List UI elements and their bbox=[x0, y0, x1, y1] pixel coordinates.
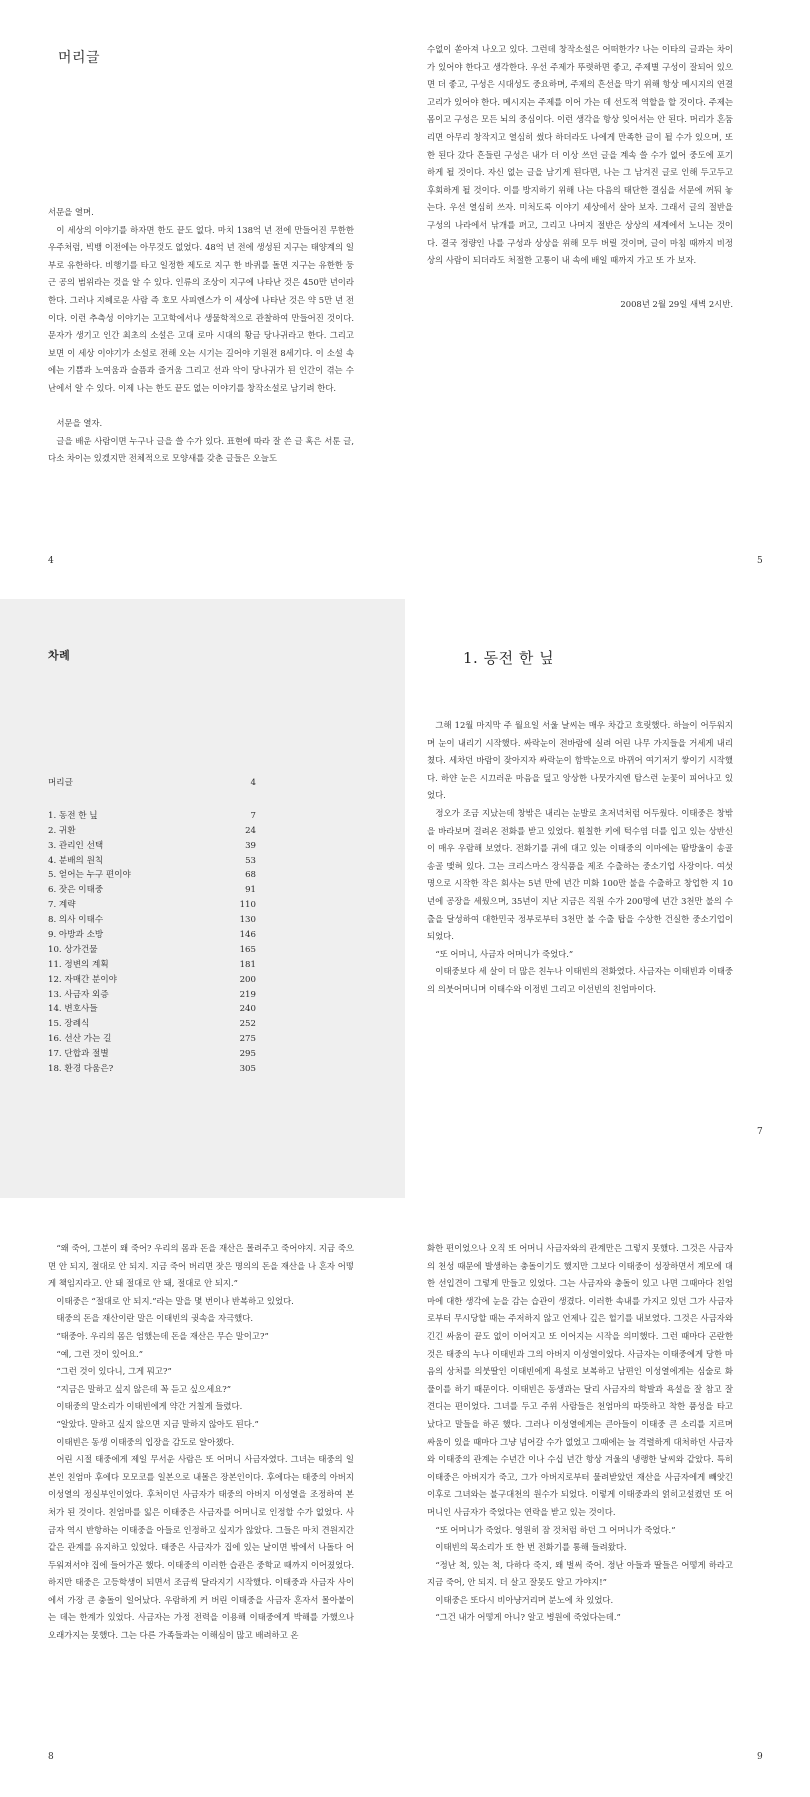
paragraph: “예, 그런 것이 있어요.” bbox=[56, 1348, 143, 1359]
toc-entry[interactable] bbox=[48, 988, 256, 1003]
paragraph: 이태중은 “절대로 안 되지.”라는 말을 몇 번이나 반복하고 있었다. bbox=[56, 1295, 294, 1306]
paragraph: 이태중보다 세 살이 더 많은 친누나 이태빈의 전화였다. 사금자는 이태빈과 이태중의 의붓어머니며 이태수와 이정빈 그리고 이선빈의 친엄마이다. bbox=[427, 966, 733, 994]
toc-entry[interactable] bbox=[48, 839, 256, 854]
toc-label: 8. 의사 이태수 bbox=[48, 915, 104, 926]
paragraph: 이태빈의 목소리가 또 한 번 전화기를 통해 들려왔다. bbox=[435, 1542, 627, 1553]
toc-entry[interactable] bbox=[48, 1002, 256, 1017]
paragraph: 서문을 열며. bbox=[48, 207, 94, 217]
toc-page-number: 165 bbox=[239, 944, 256, 955]
paragraph: 이 세상의 이야기를 하자면 한도 끝도 없다. 마치 138억 년 전에 만들어진 무한한 우주처럼, 빅뱅 이전에는 아무것도 없었다. 48억 년 전에 생성된 지구는 태양계의 일부로 유한하다. 비행기를 타고 일정한 제도로 지구 한 바퀴를 돌면 지구는 유한한 둥근 공의 범위라는 것을 알 수 있다. 인류의 조상이 지구에 나타난 것은 450만 년이라 한다. 그러나 지혜로운 사람 즉 호모 사피엔스가 이 세상에 나타난 것은 약 5만 년 전이다. 이런 추측성 이야기는 고고학에서나 생물학적으로 관찰하여 만들어진 것이다. 문자가 생기고 인간 최초의 소설은 고대 로마 시대의 황금 당나귀라고 한다. 그리고 보면 이 세상 이야기가 소설로 전해 오는 시기는 길어야 기원전 8세기다. 이 소설 속에는 기쁨과 노여움과 슬픔과 즐거움 그리고 선과 악이 당나귀가 된 인간이 겪는 수난에서 알 수 있다. 이제 나는 한도 끝도 없는 이야기를 창작소설로 남기려 한다. bbox=[48, 224, 354, 393]
paragraph: 글을 배운 사람이면 누구나 글을 쓸 수가 있다. 표현에 따라 잘 쓴 글 혹은 서툰 글, 다소 차이는 있겠지만 전체적으로 모양새를 갖춘 글들은 오늘도 bbox=[48, 435, 354, 464]
toc-label: 7. 계략 bbox=[48, 900, 76, 911]
toc-page-number: 252 bbox=[239, 1019, 256, 1030]
toc-page-number: 275 bbox=[239, 1034, 256, 1045]
paragraph: 어린 시절 태중에게 제일 무서운 사람은 또 어머니 사금자였다. 그녀는 태중의 일본인 친엄마 후에다 모모코를 일본으로 내몰은 장본인이다. 후에다는 태중의 아버지 이성열의 정실부인이었다. 후처이던 사금자가 태중의 아버지 이성열을 조정하여 본처가 된 것이다. 친엄마를 잃은 이태중은 사금자를 어머니로 인정할 수가 없었다. 사금자 역시 반항하는 이태중을 아들로 인정하고 싶지가 않았다. 그들은 마치 견원지간 같은 관계를 유지하고 있었다. 태중은 사금자가 집에 있는 날이면 밖에서 나돌다 어두워져서야 집에 들어가곤 했다. 이태중의 이러한 습관은 중학교 때까지 이어졌었다. 하지만 태중은 고등학생이 되면서 조금씩 달라지기 시작했다. 이태중과 사금자 사이에서 가장 큰 충돌이 일어났다. 우람하게 커 버린 이태중을 사금자 혼자서 몰아붙이는 데는 한계가 있었다. 사금자는 가정 전력을 이용해 이태중에게 박해를 가했으나 오래가지는 못했다. 그는 다른 가족들과는 이해심이 많고 배려하고 온 bbox=[48, 1454, 354, 1641]
toc-label: 15. 장례식 bbox=[48, 1019, 90, 1030]
toc-label: 11. 정변의 계획 bbox=[48, 959, 109, 970]
toc-page-number: 200 bbox=[239, 974, 256, 985]
toc-entry-preface[interactable] bbox=[48, 776, 256, 791]
toc-page-number: 305 bbox=[239, 1064, 256, 1075]
page-title: 머리글 bbox=[58, 50, 101, 66]
toc-page-number: 7 bbox=[250, 810, 256, 821]
toc-label: 17. 단합과 절별 bbox=[48, 1049, 109, 1060]
page-body bbox=[48, 1240, 354, 1645]
paragraph: “태중아. 우리의 몸은 엄했는데 돈을 재산은 무슨 말이고?” bbox=[56, 1330, 269, 1341]
paragraph: 수없이 쏟아져 나오고 있다. 그런데 창작소설은 어떠한가? 나는 이타의 글과는 차이가 있어야 한다고 생각한다. 우선 주제가 뚜렷하면 좋고, 주제별 구성이 잘되어 있으면 더 좋고, 구성은 시대성도 중요하며, 주제의 흔선을 막기 위해 항상 메시지의 연결 고리가 있어야 한다. 메시지는 주제를 이어 가는 데 선도적 역할을 할 것이다. 주제는 몸이고 구성은 모든 뇌의 중심이다. 이런 생각을 항상 잊어서는 안 된다. 머리가 혼둠리면 아무리 창작지고 열심히 썼다 하더라도 나에게 만족한 글이 될 수가 있으며, 또한 된다 갔다 흔들린 구성은 내가 더 이상 쓰던 글을 계속 쓸 수가 없어 중도에 포기하게 될 것이다. 자신 없는 글을 남기게 된다면, 나는 그 남겨진 글로 인해 두고두고 후회하게 될 것이다. 이를 방지하기 위해 나는 다음의 태단한 결심을 서문에 꺼둬 놓는다. 우선 열심히 쓰자. 미처도록 이야기 세상에서 살아 보자. 그래서 글의 절반을 구성의 나라에서 낚개를 펴고, 그리고 나머지 절반은 상상의 세계에서 노니는 것이다. 결국 정량인 나를 구성과 상상을 위해 모두 버릴 것이며, 글이 마침 때까지 비정상의 사람이 되더라도 처절한 고통이 내 속에 배일 때까지 가고 또 가 보자. bbox=[427, 44, 733, 266]
paragraph: “그건 내가 어떻게 아니? 알고 병원에 죽었다는데.” bbox=[435, 1612, 621, 1623]
toc-page-number: 68 bbox=[245, 870, 256, 881]
paragraph: 화한 편이었으나 오직 또 어머니 사금자와의 관계만은 그렇지 못했다. 그것은 사금자의 천성 때문에 발생하는 충돌이기도 했지만 그보다 이태중이 성장하면서 계모에 대한 선입견이 그렇게 만들고 있었다. 그는 사금자와 충돌이 있고 나면 그때마다 친엄마에 대한 생각에 눈을 감는 습관이 생겼다. 이러한 속내를 가지고 있던 그가 사금자로부터 무시당할 때는 주저하지 않고 언제나 깊은 헐기를 내보였다. 그것은 사금자와 긴긴 싸움이 끝도 없이 이어지고 또 이어지는 시작을 의미했다. 그런 때마다 곤란한 것은 태중의 누나 이태빈과 그의 아버지 이성열이었다. 사금자는 이태중에게 당한 마음의 상처를 의붓딸인 이태빈에게 욕설로 보복하고 남편인 이성열에게는 심술로 화풀이를 하기 때문이다. 이태빈은 동생과는 달리 사금자의 학발과 욕설을 잘 참고 잘 견디는 편이었다. 그녀를 두고 주위 사람들은 천엄마의 따뜻하고 착한 품성을 타고 났다고 말들을 하곤 했다. 그러나 이성열에게는 큰아들이 이태중 큰 소리를 지르며 싸움이 있을 때마다 그냥 넘어갈 수가 없었고 그때에는 늘 격렬하게 대처하던 사금자와 이태중의 관계는 수년간 이나 수십 년간 항상 겨울의 냉랭한 날씨와 같았다. 특히 이태중은 아버지가 죽고, 그가 아버지로부터 물려받았던 재산을 사금자에게 빼앗긴 이후로 그녀와는 불구대천의 원수가 되었다. 이렇게 이태중과의 얽히고설켰던 또 어머니인 사금자가 죽었다는 연락을 받고 있는 것이다. bbox=[427, 1243, 733, 1517]
page-number: 8 bbox=[48, 1752, 54, 1762]
toc-page-number: 219 bbox=[239, 989, 256, 1000]
page-8 bbox=[0, 1198, 405, 1797]
page-number: 5 bbox=[757, 556, 763, 566]
toc-entry[interactable] bbox=[48, 973, 256, 988]
toc-list bbox=[48, 776, 256, 1077]
toc-entry[interactable] bbox=[48, 868, 256, 883]
toc-label: 머리글 bbox=[48, 778, 73, 788]
toc-page-number: 91 bbox=[245, 885, 256, 896]
paragraph: “알았다. 말하고 싶지 않으면 지금 말하지 않아도 된다.” bbox=[56, 1418, 259, 1429]
paragraph: 이태중의 말소리가 이태빈에게 약간 거칠게 들렸다. bbox=[56, 1401, 243, 1412]
toc-page-number: 4 bbox=[250, 778, 256, 788]
page-number: 9 bbox=[757, 1752, 763, 1762]
toc-entry[interactable] bbox=[48, 809, 256, 824]
paragraph: “또 어머니, 사금자 어머니가 죽었다.” bbox=[435, 948, 574, 959]
page-body bbox=[48, 204, 354, 468]
toc-page-number: 24 bbox=[245, 825, 256, 836]
page-body bbox=[427, 41, 733, 313]
toc-page-number: 240 bbox=[239, 1004, 256, 1015]
page-4 bbox=[0, 0, 405, 599]
toc-page bbox=[0, 599, 405, 1198]
toc-label: 3. 관리인 선택 bbox=[48, 840, 104, 851]
toc-page-number: 130 bbox=[239, 915, 256, 926]
toc-label: 4. 분배의 원칙 bbox=[48, 855, 104, 866]
toc-label: 6. 잣은 이태중 bbox=[48, 885, 104, 896]
paragraph: 태중의 돈을 재산이란 말은 이태빈의 귓속을 자극했다. bbox=[56, 1313, 254, 1324]
chapter-title: 1. 동전 한 닢 bbox=[463, 649, 555, 667]
toc-entry[interactable] bbox=[48, 854, 256, 869]
signature-date: 2008년 2월 29일 새벽 2시반. bbox=[620, 298, 733, 309]
paragraph: 이태빈은 동생 이태중의 입장을 감도로 알아챘다. bbox=[56, 1436, 235, 1447]
paragraph: 이태중은 또다시 비아냥거리며 분노에 차 있었다. bbox=[435, 1594, 614, 1605]
toc-label: 18. 환경 다움은? bbox=[48, 1064, 114, 1075]
paragraph: “지금은 말하고 싶지 않은데 꼭 듣고 싶으세요?” bbox=[56, 1383, 232, 1394]
page-7 bbox=[405, 599, 810, 1198]
toc-label: 13. 사금자 외증 bbox=[48, 989, 109, 1000]
page-9 bbox=[405, 1198, 810, 1797]
toc-entry[interactable] bbox=[48, 958, 256, 973]
toc-entry[interactable] bbox=[48, 928, 256, 943]
toc-page-number: 110 bbox=[239, 900, 256, 911]
paragraph: “왜 죽어, 그분이 왜 죽어? 우리의 몸과 돈을 재산은 몰려주고 죽어야지. 지금 죽으면 안 되지, 절대로 안 되지. 지금 죽어 버리면 잣은 명의의 돈을 재산을 나 혼자 어떻게 책임지라고. 안 돼 절대로 안 돼, 절대로 안 되지.” bbox=[48, 1243, 354, 1289]
page-number: 4 bbox=[48, 556, 54, 566]
toc-label: 2. 귀환 bbox=[48, 825, 76, 836]
toc-entry[interactable] bbox=[48, 943, 256, 958]
toc-entry[interactable] bbox=[48, 898, 256, 913]
toc-label: 1. 동전 한 닢 bbox=[48, 810, 98, 821]
toc-label: 14. 변호사들 bbox=[48, 1004, 98, 1015]
toc-page-number: 146 bbox=[239, 930, 256, 941]
page-body bbox=[427, 717, 733, 999]
toc-label: 10. 상가건물 bbox=[48, 944, 98, 955]
paragraph: “정난 척, 있는 척, 다하다 죽지, 왜 벌써 죽어. 정난 아들과 딸들은 어떻게 하라고 지금 죽어, 안 되지. 더 살고 잘못도 알고 가야지!” bbox=[427, 1559, 733, 1588]
toc-entry[interactable] bbox=[48, 1062, 256, 1077]
toc-label: 9. 아방과 소방 bbox=[48, 930, 104, 941]
toc-entry[interactable] bbox=[48, 883, 256, 898]
paragraph: 서문을 열자. bbox=[56, 418, 103, 429]
toc-label: 5. 얻어는 누구 편이야 bbox=[48, 870, 131, 881]
paragraph: 그해 12월 마지막 주 월요일 서울 날씨는 매우 차갑고 흐릿했다. 하늘이 어두워지며 눈이 내리기 시작했다. 싸락눈이 전바람에 실려 어린 나무 가지들을 거세게 내리쳤다. 세차던 바람이 잦아지자 싸락눈이 함박눈으로 바뀌어 여기저기 쌓이기 시작했다. 하얀 눈은 시끄러운 마음을 덮고 앙상한 나뭇가지엔 탐스런 눈꽃이 피어나고 있었다. bbox=[427, 720, 733, 801]
toc-page-number: 39 bbox=[245, 840, 256, 851]
toc-entry[interactable] bbox=[48, 1032, 256, 1047]
toc-label: 12. 자매간 분이야 bbox=[48, 974, 117, 985]
paragraph: “그런 것이 있다니, 그게 뭐고?” bbox=[56, 1366, 172, 1377]
toc-entry[interactable] bbox=[48, 1017, 256, 1032]
toc-page-number: 53 bbox=[245, 855, 256, 866]
page-body bbox=[427, 1240, 733, 1627]
page-5 bbox=[405, 0, 810, 599]
paragraph: “또 어머니가 죽었다. 영원히 잠 것처럼 하던 그 어머니가 죽었다.” bbox=[435, 1524, 676, 1535]
paragraph: 정오가 조금 지났는데 창밖은 내리는 눈발로 초저녁처럼 어두웠다. 이태중은 창밖을 바라보며 걸려온 전화를 받고 있었다. 훤칠한 키에 턱수염 더를 입고 있는 상반신이 매우 우람해 보였다. 전화기를 귀에 대고 있는 이태중의 이마에는 땀방울이 송골송골 맺혀 있다. 그는 크리스마스 장식품을 제조 수출하는 중소기업 사장이다. 여섯 명으로 시작한 작은 회사는 5년 만에 년간 미화 100만 불을 수출하고 창업한 지 10년에 공장을 세웠으며, 35년이 지난 지금은 직원 수가 200명에 년간 3천만 불의 수출을 달성하여 대한민국 정부로부터 3천만 불 수출 탑을 수상한 건실한 중소기업이 되었다. bbox=[427, 807, 733, 942]
toc-entry[interactable] bbox=[48, 913, 256, 928]
toc-entry[interactable] bbox=[48, 824, 256, 839]
page-number: 7 bbox=[757, 1127, 763, 1137]
toc-title: 차례 bbox=[48, 649, 71, 662]
toc-label: 16. 선산 가는 길 bbox=[48, 1034, 112, 1045]
toc-page-number: 181 bbox=[239, 959, 256, 970]
toc-entry[interactable] bbox=[48, 1047, 256, 1062]
toc-page-number: 295 bbox=[239, 1049, 256, 1060]
